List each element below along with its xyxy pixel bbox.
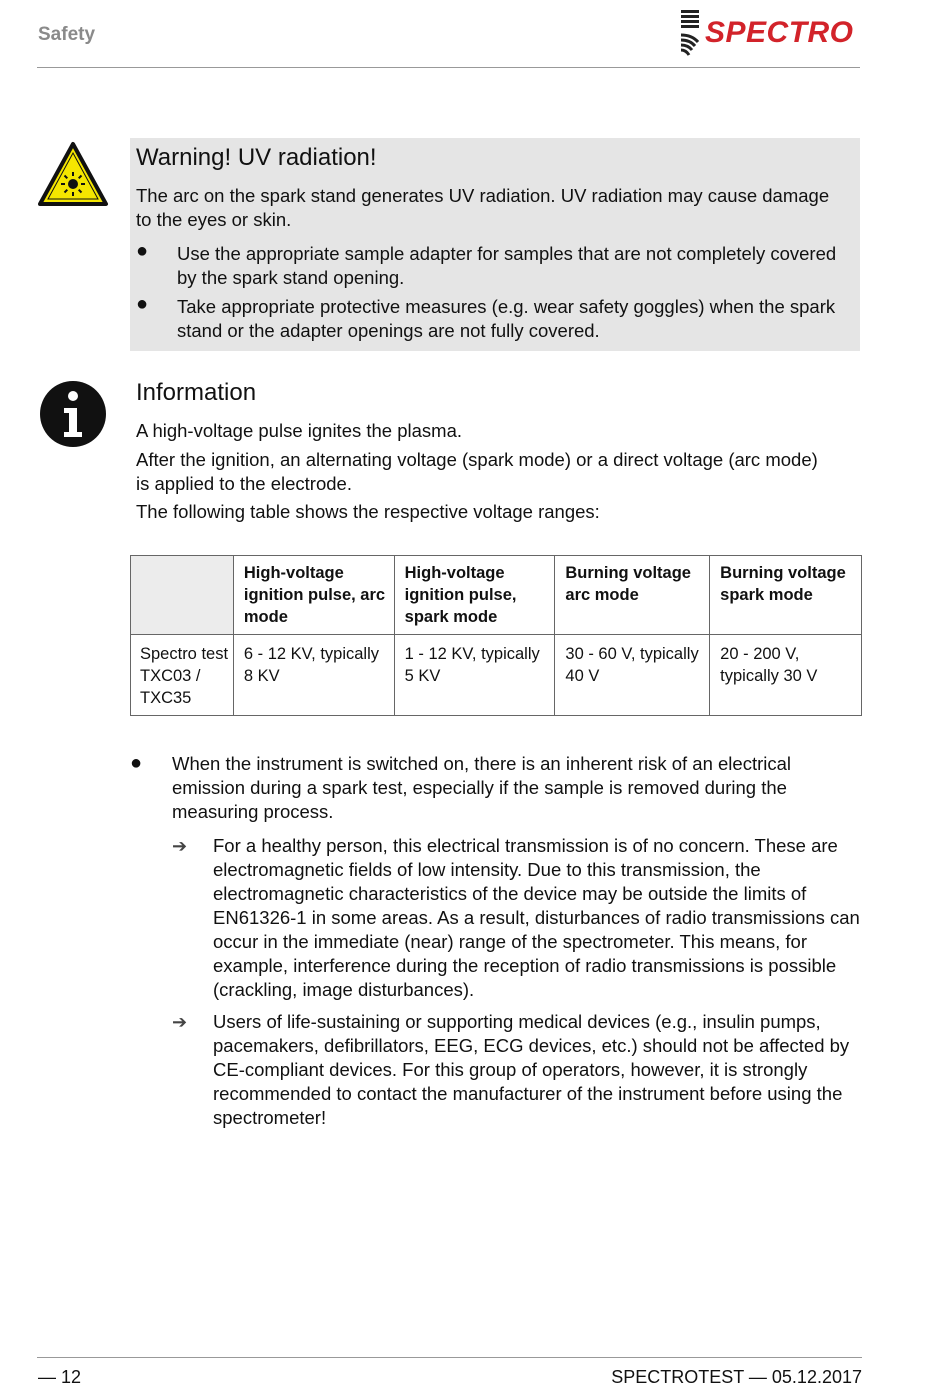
section-title: Safety xyxy=(38,24,96,45)
table-header-cell: High-voltage ignition pulse, spark mode xyxy=(394,556,555,635)
table-header-cell: Burning voltage arc mode xyxy=(555,556,710,635)
warning-title: Warning! UV radiation! xyxy=(136,144,377,171)
uv-radiation-warning-icon xyxy=(37,141,109,207)
logo-wordmark: SPECTRO xyxy=(705,16,854,49)
body-bullet: When the instrument is switched on, there is an inherent risk of an electrical emission during a spark test, especially if the sample is removed during the measuring process. xyxy=(172,753,792,822)
voltage-table xyxy=(130,555,862,716)
spectro-logo-mark-icon xyxy=(680,8,706,58)
table-header-cell xyxy=(131,556,234,635)
document-id: SPECTROTEST — 05.12.2017 xyxy=(611,1367,862,1387)
footer-divider xyxy=(37,1357,862,1358)
body-subitem: For a healthy person, this electrical transmission is of no concern. These are electromagnetic fields of low intensity. Due to this transmission, the electromagnetic characteristics of the device may be outside the limits of EN61326-1 in some areas. As a result, disturbances of radio transmissions can occur in the immediate (near) range of the spectrometer. This means, for example, interference during the reception of radio transmissions is possible (crackling, image disturbances). xyxy=(213,835,860,1000)
page-number: — 12 xyxy=(38,1367,82,1387)
warning-bullet: Take appropriate protective measures (e.g. wear safety goggles) when the spark stand or the adapter openings are not fully covered. xyxy=(177,296,836,341)
info-icon xyxy=(39,380,107,448)
table-row xyxy=(131,635,862,716)
information-paragraph: After the ignition, an alternating voltage (spark mode) or a direct voltage (arc mode) is applied to the electrode. xyxy=(136,449,818,494)
spectro-logo xyxy=(680,8,860,60)
warning-text: The arc on the spark stand generates UV radiation. UV radiation may cause damage to the eyes or skin. xyxy=(136,185,830,230)
table-header-cell: Burning voltage spark mode xyxy=(710,556,862,635)
bullet-marker: ● xyxy=(136,293,149,315)
table-header-cell: High-voltage ignition pulse, arc mode xyxy=(233,556,394,635)
arrow-right-icon: ➔ xyxy=(172,836,188,856)
arrow-right-icon: ➔ xyxy=(172,1012,188,1032)
bullet-marker: ● xyxy=(130,752,143,774)
body-subitem: Users of life-sustaining or supporting medical devices (e.g., insulin pumps, pacemakers, defibrillators, EEG, ECG devices, etc.) should not be affected by CE-compliant devices. For this group of operators, however, it is strongly recommended to contact the manufacturer of the instrument before using the spectrometer! xyxy=(213,1011,850,1128)
table-cell: 30 - 60 V, typically 40 V xyxy=(555,635,710,716)
bullet-marker: ● xyxy=(136,240,149,262)
table-cell: 20 - 200 V, typically 30 V xyxy=(710,635,862,716)
information-title: Information xyxy=(136,379,257,406)
information-paragraph: A high-voltage pulse ignites the plasma. xyxy=(136,420,463,441)
warning-bullet: Use the appropriate sample adapter for samples that are not completely covered by the spark stand opening. xyxy=(177,243,837,288)
header-divider xyxy=(37,67,860,68)
information-paragraph: The following table shows the respective voltage ranges: xyxy=(136,501,600,522)
table-header-row xyxy=(131,556,862,635)
table-cell: 1 - 12 KV, typically 5 KV xyxy=(394,635,555,716)
table-cell: 6 - 12 KV, typically 8 KV xyxy=(233,635,394,716)
table-cell: Spectro test TXC03 / TXC35 xyxy=(131,635,234,716)
